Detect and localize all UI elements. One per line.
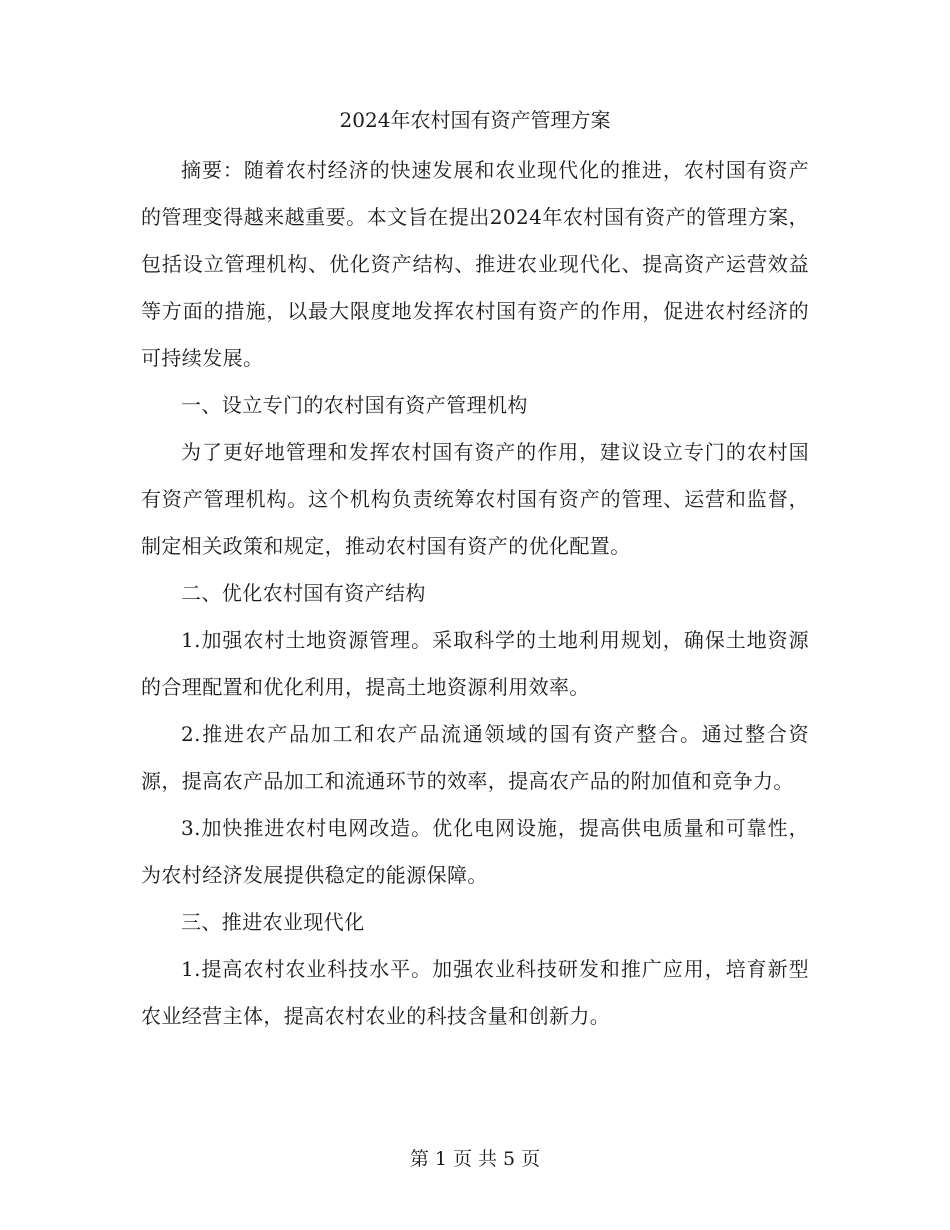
abstract-paragraph: 摘要：随着农村经济的快速发展和农业现代化的推进，农村国有资产的管理变得越来越重要。本文旨在提出2024年农村国有资产的管理方案，包括设立管理机构、优化资产结构、推进农业现代化、提高资产运营效益等方面的措施，以最大限度地发挥农村国有资产的作用，促进农村经济的可持续发展。 xyxy=(141,158,809,370)
section-1-paragraph: 为了更好地管理和发挥农村国有资产的作用，建议设立专门的农村国有资产管理机构。这个机构负责统筹农村国有资产的管理、运营和监督，制定相关政策和规定，推动农村国有资产的优化配置。 xyxy=(141,440,809,558)
section-2-item-3: 3.加快推进农村电网改造。优化电网设施，提高供电质量和可靠性，为农村经济发展提供稳定的能源保障。 xyxy=(141,816,809,887)
document-title: 2024年农村国有资产管理方案 xyxy=(339,108,611,132)
page-number-footer: 第 1 页 共 5 页 xyxy=(409,1148,541,1170)
section-heading-2: 二、优化农村国有资产结构 xyxy=(181,581,426,605)
section-heading-1: 一、设立专门的农村国有资产管理机构 xyxy=(181,393,528,417)
section-heading-3: 三、推进农业现代化 xyxy=(181,910,365,934)
section-3-item-1: 1.提高农村农业科技水平。加强农业科技研发和推广应用，培育新型农业经营主体，提高农村农业的科技含量和创新力。 xyxy=(141,957,809,1028)
section-2-item-1: 1.加强农村土地资源管理。采取科学的土地利用规划，确保土地资源的合理配置和优化利用，提高土地资源利用效率。 xyxy=(141,628,809,699)
section-2-item-2: 2.推进农产品加工和农产品流通领域的国有资产整合。通过整合资源，提高农产品加工和流通环节的效率，提高农产品的附加值和竞争力。 xyxy=(141,722,809,793)
document-body xyxy=(141,100,809,1040)
